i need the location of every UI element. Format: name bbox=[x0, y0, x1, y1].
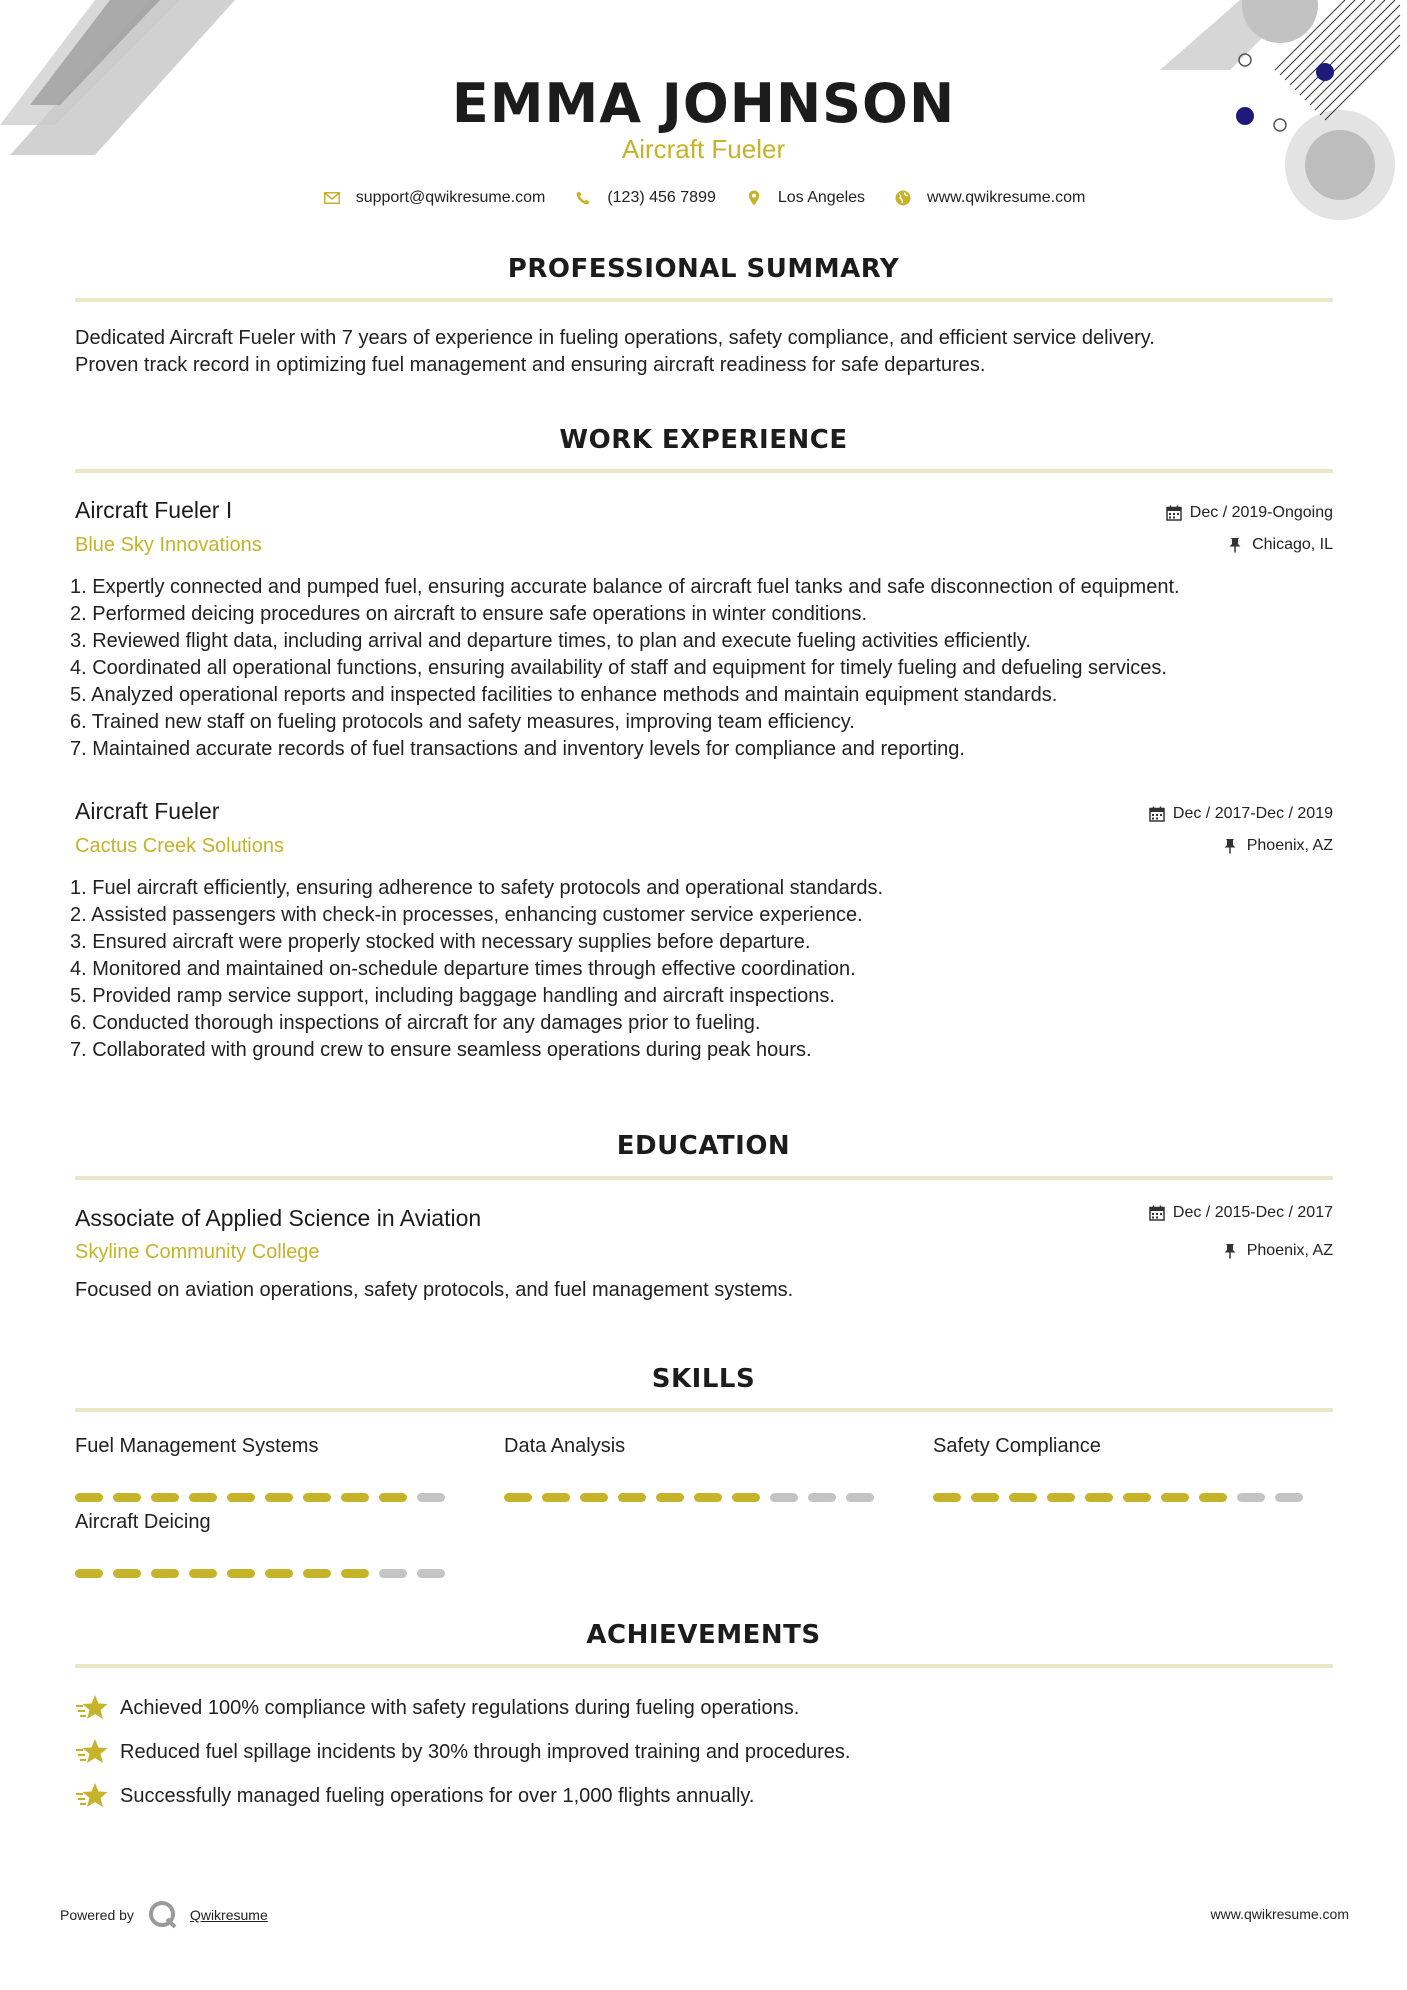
list-item: 5. Provided ramp service support, including baggage handling and aircraft inspections. bbox=[70, 985, 835, 1007]
calendar-icon bbox=[1149, 1205, 1165, 1221]
skill-dash-filled bbox=[1123, 1493, 1151, 1502]
summary-text bbox=[75, 325, 1333, 379]
list-item: 6. Conducted thorough inspections of aircraft for any damages prior to fueling. bbox=[70, 1012, 761, 1034]
skill-dash-filled bbox=[694, 1493, 722, 1502]
education-heading: EDUCATION bbox=[616, 1131, 791, 1161]
contact-phone-text: (123) 456 7899 bbox=[607, 189, 716, 206]
job-location-text: Chicago, IL bbox=[1252, 536, 1333, 553]
skill-dash-filled bbox=[1047, 1493, 1075, 1502]
skill-dash-filled bbox=[265, 1569, 293, 1578]
skill-dash-filled bbox=[732, 1493, 760, 1502]
skill-rating bbox=[75, 1569, 455, 1578]
skill-dash-filled bbox=[189, 1569, 217, 1578]
skill-rating bbox=[504, 1493, 884, 1502]
skill-dash-filled bbox=[341, 1493, 369, 1502]
skill-dash-filled bbox=[75, 1569, 103, 1578]
contact-email-text: support@qwikresume.com bbox=[355, 189, 546, 206]
footer-website-link[interactable]: www.qwikresume.com bbox=[1210, 1906, 1349, 1922]
star-award-icon bbox=[75, 1781, 109, 1811]
skill-item bbox=[75, 1511, 455, 1578]
education-dates bbox=[1149, 1204, 1333, 1222]
list-item: 3. Ensured aircraft were properly stocked with necessary supplies before departure. bbox=[70, 931, 811, 953]
candidate-name: EMMA JOHNSON bbox=[451, 72, 956, 135]
list-item: 3. Reviewed flight data, including arrival and departure times, to plan and execute fueling activities efficiently. bbox=[70, 630, 1031, 652]
pushpin-icon bbox=[1223, 1243, 1239, 1259]
envelope-icon bbox=[322, 188, 342, 208]
skill-dash-filled bbox=[303, 1493, 331, 1502]
skill-dash-empty bbox=[417, 1569, 445, 1578]
contact-location bbox=[744, 188, 865, 208]
skill-dash-filled bbox=[303, 1569, 331, 1578]
skill-dash-filled bbox=[1161, 1493, 1189, 1502]
skill-dash-filled bbox=[265, 1493, 293, 1502]
calendar-icon bbox=[1166, 505, 1182, 521]
list-item: 4. Coordinated all operational functions, ensuring availability of staff and equipment for timely fueling and defueling services. bbox=[70, 657, 1167, 679]
map-pin-icon bbox=[744, 188, 764, 208]
job-role: Aircraft Fueler bbox=[75, 798, 220, 824]
skill-dash-filled bbox=[113, 1569, 141, 1578]
contact-website[interactable] bbox=[893, 188, 1085, 208]
education-location bbox=[1223, 1242, 1333, 1260]
achievement-text: Achieved 100% compliance with safety regulations during fueling operations. bbox=[120, 1696, 800, 1719]
education-description: Focused on aviation operations, safety protocols, and fuel management systems. bbox=[75, 1279, 794, 1301]
phone-icon bbox=[573, 188, 593, 208]
skill-dash-filled bbox=[971, 1493, 999, 1502]
star-award-icon bbox=[75, 1693, 109, 1723]
summary-line: Dedicated Aircraft Fueler with 7 years of experience in fueling operations, safety compliance, and efficient service delivery. bbox=[75, 327, 1155, 349]
job-company: Cactus Creek Solutions bbox=[75, 835, 284, 857]
skills-divider bbox=[75, 1408, 1333, 1412]
skill-dash-empty bbox=[1237, 1493, 1265, 1502]
skill-dash-empty bbox=[379, 1569, 407, 1578]
job-dates-text: Dec / 2019-Ongoing bbox=[1189, 504, 1333, 521]
skill-dash-filled bbox=[113, 1493, 141, 1502]
achievements-heading: ACHIEVEMENTS bbox=[586, 1620, 821, 1650]
skill-name: Safety Compliance bbox=[933, 1435, 1101, 1457]
skill-rating bbox=[75, 1493, 455, 1502]
list-item: 7. Collaborated with ground crew to ensure seamless operations during peak hours. bbox=[70, 1039, 812, 1061]
achievement-item bbox=[75, 1737, 850, 1767]
skill-dash-empty bbox=[846, 1493, 874, 1502]
job-bullet-list bbox=[70, 875, 1350, 1064]
summary-heading: PROFESSIONAL SUMMARY bbox=[507, 254, 900, 284]
footer-powered-by bbox=[60, 1900, 268, 1930]
job-location bbox=[1223, 837, 1333, 855]
skill-item bbox=[933, 1435, 1313, 1502]
experience-heading: WORK EXPERIENCE bbox=[559, 425, 848, 455]
skill-dash-filled bbox=[1085, 1493, 1113, 1502]
skill-dash-empty bbox=[417, 1493, 445, 1502]
education-degree: Associate of Applied Science in Aviation bbox=[75, 1205, 482, 1231]
job-bullet-list bbox=[70, 574, 1350, 763]
skill-rating bbox=[933, 1493, 1313, 1502]
contact-location-text: Los Angeles bbox=[777, 189, 866, 206]
candidate-title: Aircraft Fueler bbox=[621, 134, 786, 164]
skill-dash-filled bbox=[75, 1493, 103, 1502]
skill-name: Aircraft Deicing bbox=[75, 1511, 211, 1533]
calendar-icon bbox=[1149, 806, 1165, 822]
skill-dash-filled bbox=[1009, 1493, 1037, 1502]
contact-bar bbox=[0, 188, 1407, 208]
skill-dash-empty bbox=[770, 1493, 798, 1502]
skill-dash-filled bbox=[151, 1569, 179, 1578]
job-dates bbox=[1166, 504, 1333, 522]
list-item: 2. Assisted passengers with check-in processes, enhancing customer service experience. bbox=[70, 904, 863, 926]
skill-dash-filled bbox=[542, 1493, 570, 1502]
skill-dash-filled bbox=[189, 1493, 217, 1502]
contact-email[interactable] bbox=[322, 188, 546, 208]
achievement-text: Successfully managed fueling operations for over 1,000 flights annually. bbox=[120, 1784, 755, 1807]
qwikresume-logo-icon bbox=[148, 1900, 178, 1930]
list-item: 6. Trained new staff on fueling protocols and safety measures, improving team efficiency. bbox=[70, 711, 855, 733]
skill-dash-filled bbox=[227, 1569, 255, 1578]
summary-line: Proven track record in optimizing fuel management and ensuring aircraft readiness for safe departures. bbox=[75, 354, 986, 376]
skill-dash-filled bbox=[504, 1493, 532, 1502]
achievement-text: Reduced fuel spillage incidents by 30% through improved training and procedures. bbox=[120, 1740, 851, 1763]
skill-dash-filled bbox=[618, 1493, 646, 1502]
job-role: Aircraft Fueler I bbox=[75, 497, 233, 523]
education-divider bbox=[75, 1176, 1333, 1180]
education-location-text: Phoenix, AZ bbox=[1246, 1242, 1333, 1259]
skill-dash-filled bbox=[379, 1493, 407, 1502]
experience-divider bbox=[75, 469, 1333, 473]
skill-dash-filled bbox=[656, 1493, 684, 1502]
skill-name: Fuel Management Systems bbox=[75, 1435, 319, 1457]
powered-by-label: Powered by bbox=[60, 1907, 134, 1923]
education-dates-text: Dec / 2015-Dec / 2017 bbox=[1172, 1204, 1333, 1221]
skill-dash-filled bbox=[580, 1493, 608, 1502]
achievement-item bbox=[75, 1693, 799, 1723]
job-company: Blue Sky Innovations bbox=[75, 534, 262, 556]
skill-dash-filled bbox=[341, 1569, 369, 1578]
skill-dash-filled bbox=[1199, 1493, 1227, 1502]
pushpin-icon bbox=[1223, 838, 1239, 854]
education-school: Skyline Community College bbox=[75, 1241, 320, 1263]
globe-icon bbox=[893, 188, 913, 208]
contact-website-text: www.qwikresume.com bbox=[927, 189, 1086, 206]
achievement-item bbox=[75, 1781, 754, 1811]
skill-dash-empty bbox=[1275, 1493, 1303, 1502]
pushpin-icon bbox=[1228, 537, 1244, 553]
skill-dash-filled bbox=[933, 1493, 961, 1502]
job-location bbox=[1228, 536, 1333, 554]
skill-name: Data Analysis bbox=[504, 1435, 626, 1457]
job-dates-text: Dec / 2017-Dec / 2019 bbox=[1172, 805, 1333, 822]
skill-item bbox=[75, 1435, 455, 1502]
list-item: 2. Performed deicing procedures on aircraft to ensure safe operations in winter conditions. bbox=[70, 603, 868, 625]
list-item: 1. Fuel aircraft efficiently, ensuring adherence to safety protocols and operational standards. bbox=[70, 877, 884, 899]
list-item: 7. Maintained accurate records of fuel transactions and inventory levels for compliance and reporting. bbox=[70, 738, 965, 760]
list-item: 4. Monitored and maintained on-schedule departure times through effective coordination. bbox=[70, 958, 856, 980]
job-location-text: Phoenix, AZ bbox=[1246, 837, 1333, 854]
qwikresume-link[interactable]: Qwikresume bbox=[189, 1907, 268, 1923]
achievements-divider bbox=[75, 1664, 1333, 1668]
list-item: 5. Analyzed operational reports and inspected facilities to enhance methods and maintain equipment standards. bbox=[70, 684, 1058, 706]
star-award-icon bbox=[75, 1737, 109, 1767]
job-dates bbox=[1149, 805, 1333, 823]
summary-divider bbox=[75, 298, 1333, 302]
contact-phone[interactable] bbox=[573, 188, 716, 208]
list-item: 1. Expertly connected and pumped fuel, ensuring accurate balance of aircraft fuel tanks and safe disconnection of equipment. bbox=[70, 576, 1180, 598]
skill-dash-filled bbox=[151, 1493, 179, 1502]
skill-dash-filled bbox=[227, 1493, 255, 1502]
skill-dash-empty bbox=[808, 1493, 836, 1502]
skills-heading: SKILLS bbox=[651, 1364, 756, 1394]
skill-item bbox=[504, 1435, 884, 1502]
